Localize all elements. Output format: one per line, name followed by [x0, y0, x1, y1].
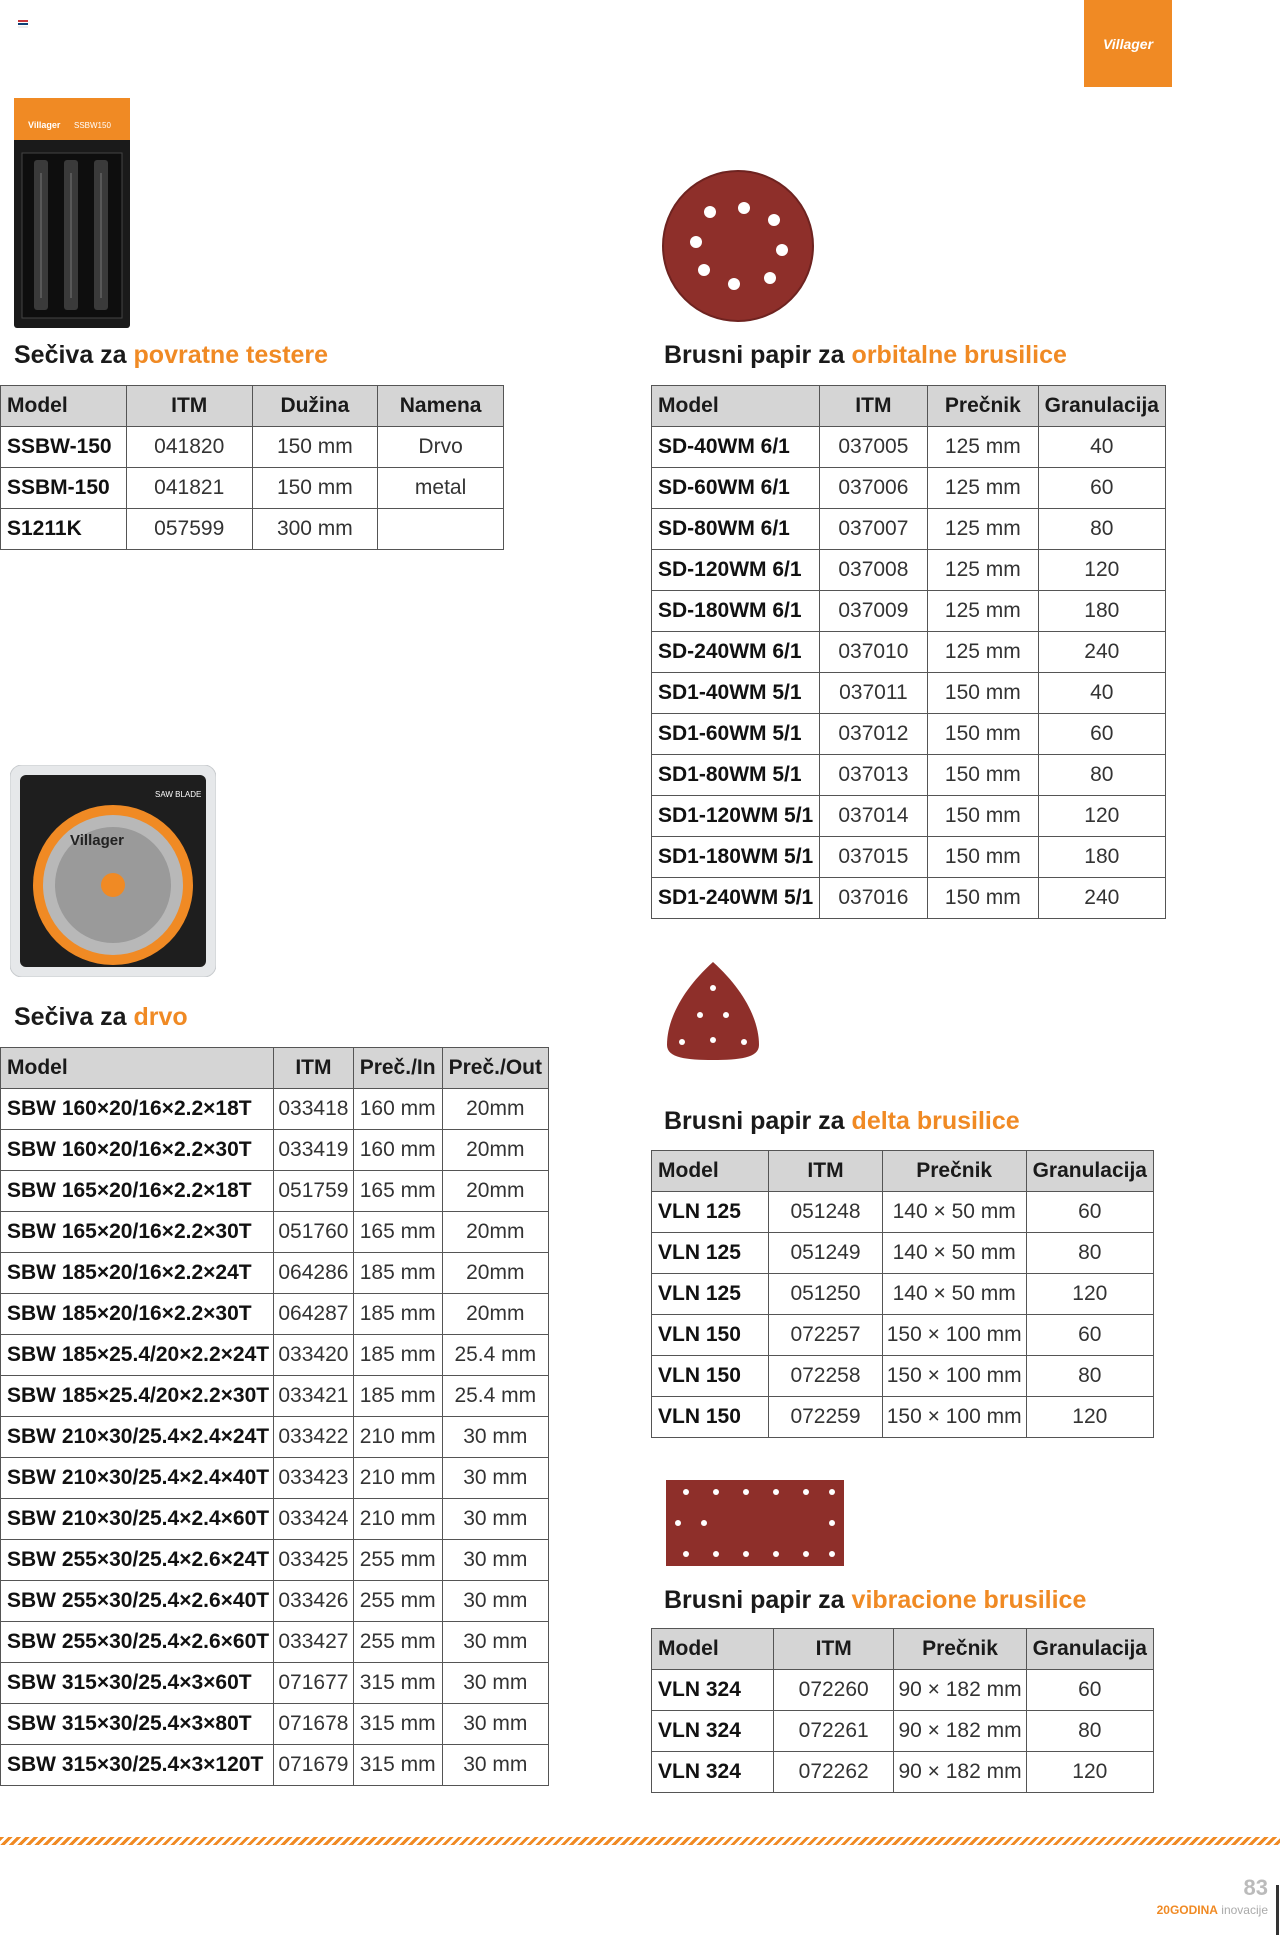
- table-cell: 125 mm: [928, 591, 1038, 632]
- model-cell: SBW 185×20/16×2.2×24T: [1, 1253, 274, 1294]
- model-cell: SD1-80WM 5/1: [652, 755, 820, 796]
- table-cell: 160 mm: [353, 1089, 442, 1130]
- table-row: [652, 1670, 1154, 1711]
- model-cell: SBW 315×30/25.4×3×80T: [1, 1704, 274, 1745]
- column-header: ITM: [126, 386, 252, 427]
- model-cell: SBW 165×20/16×2.2×30T: [1, 1212, 274, 1253]
- table-cell: 033421: [274, 1376, 354, 1417]
- model-cell: SBW 315×30/25.4×3×60T: [1, 1663, 274, 1704]
- table-cell: 033423: [274, 1458, 354, 1499]
- table-cell: 041820: [126, 427, 252, 468]
- table-cell: 30 mm: [442, 1499, 548, 1540]
- column-header: Model: [1, 386, 127, 427]
- table-cell: 20mm: [442, 1253, 548, 1294]
- model-cell: SD-240WM 6/1: [652, 632, 820, 673]
- table-row: [1, 1253, 549, 1294]
- title-highlight: delta brusilice: [851, 1107, 1020, 1135]
- title-prefix: Brusni papir za: [664, 1586, 852, 1614]
- table-cell: 150 mm: [928, 796, 1038, 837]
- table-cell: 125 mm: [928, 632, 1038, 673]
- table-row: [1, 1335, 549, 1376]
- table-cell: 072259: [769, 1397, 883, 1438]
- table-cell: 20mm: [442, 1171, 548, 1212]
- saw-blade-image: [10, 765, 216, 977]
- table-cell: 072260: [773, 1670, 894, 1711]
- section-title-vibration: [664, 1586, 1086, 1615]
- table-cell: 071679: [274, 1745, 354, 1786]
- table-header-row: [652, 1151, 1154, 1192]
- column-header: ITM: [769, 1151, 883, 1192]
- table-cell: 20mm: [442, 1130, 548, 1171]
- model-cell: SD-40WM 6/1: [652, 427, 820, 468]
- table-cell: 037011: [819, 673, 927, 714]
- table-cell: 064287: [274, 1294, 354, 1335]
- column-header: Model: [652, 1629, 774, 1670]
- model-cell: SBW 210×30/25.4×2.4×60T: [1, 1499, 274, 1540]
- model-cell: SD1-60WM 5/1: [652, 714, 820, 755]
- table-cell: [378, 509, 504, 550]
- language-flag: [18, 20, 28, 27]
- section-title-wood: [14, 1003, 188, 1032]
- table-cell: 150 × 100 mm: [882, 1315, 1026, 1356]
- table-row: [1, 1622, 549, 1663]
- table-wood: [0, 1047, 549, 1786]
- model-cell: SBW 185×20/16×2.2×30T: [1, 1294, 274, 1335]
- table-cell: 40: [1038, 673, 1165, 714]
- table-cell: 165 mm: [353, 1212, 442, 1253]
- model-cell: VLN 125: [652, 1233, 769, 1274]
- table-row: [652, 468, 1166, 509]
- table-row: [1, 1171, 549, 1212]
- table-cell: 20mm: [442, 1089, 548, 1130]
- model-cell: SD1-40WM 5/1: [652, 673, 820, 714]
- table-cell: 150 mm: [928, 714, 1038, 755]
- round-sanding-disc-image: [662, 170, 814, 322]
- column-header: Prečnik: [928, 386, 1038, 427]
- table-cell: 300 mm: [252, 509, 378, 550]
- table-cell: 60: [1026, 1670, 1153, 1711]
- table-row: [652, 1356, 1154, 1397]
- table-cell: 185 mm: [353, 1335, 442, 1376]
- table-cell: 30 mm: [442, 1540, 548, 1581]
- page-number: 83: [1243, 1875, 1268, 1900]
- table-row: [1, 1663, 549, 1704]
- table-cell: 051760: [274, 1212, 354, 1253]
- table-row: [1, 1376, 549, 1417]
- table-cell: 120: [1038, 550, 1165, 591]
- table-row: [652, 796, 1166, 837]
- model-cell: VLN 324: [652, 1752, 774, 1793]
- column-header: Prečnik: [894, 1629, 1026, 1670]
- model-cell: VLN 324: [652, 1711, 774, 1752]
- table-header-row: [1, 1048, 549, 1089]
- table-cell: 80: [1038, 755, 1165, 796]
- table-cell: 037007: [819, 509, 927, 550]
- table-row: [652, 1752, 1154, 1793]
- table-cell: 120: [1026, 1397, 1153, 1438]
- table-row: [652, 1397, 1154, 1438]
- table-row: [652, 632, 1166, 673]
- table-cell: 033420: [274, 1335, 354, 1376]
- column-header: Prečnik: [882, 1151, 1026, 1192]
- table-cell: 033422: [274, 1417, 354, 1458]
- table-cell: 072257: [769, 1315, 883, 1356]
- model-cell: SBW 160×20/16×2.2×18T: [1, 1089, 274, 1130]
- table-cell: 120: [1026, 1274, 1153, 1315]
- table-row: [1, 468, 504, 509]
- table-cell: 037006: [819, 468, 927, 509]
- table-cell: 037016: [819, 878, 927, 919]
- table-cell: 051250: [769, 1274, 883, 1315]
- table-orbital: [651, 385, 1166, 919]
- table-row: [652, 878, 1166, 919]
- table-cell: 90 × 182 mm: [894, 1711, 1026, 1752]
- model-cell: VLN 150: [652, 1315, 769, 1356]
- table-row: [1, 1581, 549, 1622]
- table-row: [1, 1540, 549, 1581]
- model-cell: SBW 255×30/25.4×2.6×60T: [1, 1622, 274, 1663]
- table-cell: 255 mm: [353, 1622, 442, 1663]
- table-cell: 60: [1026, 1315, 1153, 1356]
- table-cell: 033425: [274, 1540, 354, 1581]
- model-cell: SD-60WM 6/1: [652, 468, 820, 509]
- section-title-reciprocating: [14, 341, 328, 370]
- table-cell: 20mm: [442, 1294, 548, 1335]
- table-cell: 30 mm: [442, 1458, 548, 1499]
- table-row: [652, 550, 1166, 591]
- section-title-orbital: [664, 341, 1067, 370]
- column-header: Granulacija: [1038, 386, 1165, 427]
- table-cell: 037012: [819, 714, 927, 755]
- model-cell: SBW 210×30/25.4×2.4×24T: [1, 1417, 274, 1458]
- table-cell: 20mm: [442, 1212, 548, 1253]
- table-row: [1, 1294, 549, 1335]
- model-cell: SD-80WM 6/1: [652, 509, 820, 550]
- table-vibration: [651, 1628, 1154, 1793]
- model-cell: VLN 324: [652, 1670, 774, 1711]
- table-cell: 033418: [274, 1089, 354, 1130]
- blade-pack-code: SSBW150: [74, 121, 111, 130]
- table-cell: 150 mm: [928, 673, 1038, 714]
- footer-brand: [1157, 1903, 1268, 1917]
- model-cell: SBW 315×30/25.4×3×120T: [1, 1745, 274, 1786]
- model-cell: SSBW-150: [1, 427, 127, 468]
- table-cell: 037015: [819, 837, 927, 878]
- table-header-row: [1, 386, 504, 427]
- footer-brand-bold: 20GODINA: [1156, 1903, 1218, 1917]
- model-cell: SD1-120WM 5/1: [652, 796, 820, 837]
- table-cell: 051759: [274, 1171, 354, 1212]
- table-cell: 125 mm: [928, 427, 1038, 468]
- table-cell: 150 mm: [928, 755, 1038, 796]
- table-cell: 30 mm: [442, 1663, 548, 1704]
- brand-logo: Villager: [1084, 0, 1172, 87]
- table-cell: 057599: [126, 509, 252, 550]
- table-row: [652, 1315, 1154, 1356]
- table-cell: 120: [1038, 796, 1165, 837]
- table-row: [652, 714, 1166, 755]
- table-cell: 80: [1026, 1711, 1153, 1752]
- column-header: ITM: [274, 1048, 354, 1089]
- table-cell: 160 mm: [353, 1130, 442, 1171]
- model-cell: VLN 150: [652, 1397, 769, 1438]
- table-cell: 240: [1038, 878, 1165, 919]
- table-cell: 210 mm: [353, 1417, 442, 1458]
- model-cell: SBW 255×30/25.4×2.6×40T: [1, 1581, 274, 1622]
- model-cell: SBW 185×25.4/20×2.2×24T: [1, 1335, 274, 1376]
- model-cell: SD-180WM 6/1: [652, 591, 820, 632]
- column-header: Namena: [378, 386, 504, 427]
- model-cell: VLN 125: [652, 1192, 769, 1233]
- table-cell: 180: [1038, 591, 1165, 632]
- table-row: [1, 427, 504, 468]
- table-cell: 033419: [274, 1130, 354, 1171]
- model-cell: VLN 150: [652, 1356, 769, 1397]
- model-cell: S1211K: [1, 509, 127, 550]
- column-header: Dužina: [252, 386, 378, 427]
- table-cell: 60: [1026, 1192, 1153, 1233]
- table-cell: 30 mm: [442, 1745, 548, 1786]
- table-row: [1, 1212, 549, 1253]
- table-cell: 125 mm: [928, 550, 1038, 591]
- blade-pack-logo: Villager: [28, 120, 61, 130]
- table-cell: 80: [1026, 1233, 1153, 1274]
- table-row: [1, 1089, 549, 1130]
- table-row: [652, 427, 1166, 468]
- table-cell: 255 mm: [353, 1581, 442, 1622]
- table-row: [652, 1711, 1154, 1752]
- table-cell: 80: [1026, 1356, 1153, 1397]
- table-cell: 071678: [274, 1704, 354, 1745]
- table-cell: 037014: [819, 796, 927, 837]
- title-highlight: vibracione brusilice: [851, 1586, 1087, 1614]
- table-cell: 60: [1038, 714, 1165, 755]
- model-cell: SBW 160×20/16×2.2×30T: [1, 1130, 274, 1171]
- table-cell: 120: [1026, 1752, 1153, 1793]
- column-header: ITM: [773, 1629, 894, 1670]
- table-cell: 315 mm: [353, 1704, 442, 1745]
- table-cell: 041821: [126, 468, 252, 509]
- model-cell: SBW 255×30/25.4×2.6×24T: [1, 1540, 274, 1581]
- table-cell: 90 × 182 mm: [894, 1670, 1026, 1711]
- table-cell: 150 × 100 mm: [882, 1356, 1026, 1397]
- delta-sanding-pad-image: [664, 960, 762, 1062]
- table-cell: 037009: [819, 591, 927, 632]
- table-cell: 072262: [773, 1752, 894, 1793]
- table-reciprocating: [0, 385, 504, 550]
- table-cell: 150 mm: [252, 468, 378, 509]
- column-header: Model: [652, 1151, 769, 1192]
- table-row: [1, 1704, 549, 1745]
- table-cell: 071677: [274, 1663, 354, 1704]
- column-header: ITM: [819, 386, 927, 427]
- table-cell: 315 mm: [353, 1745, 442, 1786]
- table-cell: 150 mm: [928, 878, 1038, 919]
- title-prefix: Sečiva za: [14, 341, 134, 369]
- table-cell: 033427: [274, 1622, 354, 1663]
- blade-pack-image: [14, 98, 130, 328]
- table-cell: 40: [1038, 427, 1165, 468]
- table-row: [652, 1192, 1154, 1233]
- column-header: Granulacija: [1026, 1151, 1153, 1192]
- table-cell: 25.4 mm: [442, 1376, 548, 1417]
- title-highlight: orbitalne brusilice: [851, 341, 1067, 369]
- table-cell: 90 × 182 mm: [894, 1752, 1026, 1793]
- table-cell: Drvo: [378, 427, 504, 468]
- table-cell: 033426: [274, 1581, 354, 1622]
- table-row: [1, 1745, 549, 1786]
- table-cell: 30 mm: [442, 1622, 548, 1663]
- table-cell: 185 mm: [353, 1253, 442, 1294]
- table-cell: 185 mm: [353, 1294, 442, 1335]
- table-row: [1, 509, 504, 550]
- table-cell: 210 mm: [353, 1458, 442, 1499]
- table-row: [652, 755, 1166, 796]
- table-cell: 125 mm: [928, 468, 1038, 509]
- table-cell: 072261: [773, 1711, 894, 1752]
- table-cell: 60: [1038, 468, 1165, 509]
- title-prefix: Sečiva za: [14, 1003, 134, 1031]
- title-highlight: povratne testere: [133, 341, 329, 369]
- footer-brand-light: inovacije: [1221, 1903, 1268, 1917]
- footer-stripe: [0, 1837, 1280, 1845]
- table-cell: 140 × 50 mm: [882, 1233, 1026, 1274]
- table-cell: 037013: [819, 755, 927, 796]
- table-row: [652, 1274, 1154, 1315]
- table-cell: 30 mm: [442, 1581, 548, 1622]
- table-cell: 140 × 50 mm: [882, 1192, 1026, 1233]
- section-title-delta: [664, 1107, 1020, 1136]
- model-cell: SSBM-150: [1, 468, 127, 509]
- table-cell: 315 mm: [353, 1663, 442, 1704]
- table-row: [1, 1130, 549, 1171]
- table-cell: 25.4 mm: [442, 1335, 548, 1376]
- table-row: [652, 1233, 1154, 1274]
- saw-blade-logo: Villager: [70, 832, 124, 849]
- table-cell: 037008: [819, 550, 927, 591]
- table-cell: 185 mm: [353, 1376, 442, 1417]
- model-cell: SBW 165×20/16×2.2×18T: [1, 1171, 274, 1212]
- table-row: [652, 591, 1166, 632]
- table-cell: 240: [1038, 632, 1165, 673]
- table-delta: [651, 1150, 1154, 1438]
- table-cell: 165 mm: [353, 1171, 442, 1212]
- table-row: [1, 1417, 549, 1458]
- table-row: [1, 1499, 549, 1540]
- table-cell: metal: [378, 468, 504, 509]
- table-cell: 255 mm: [353, 1540, 442, 1581]
- table-cell: 30 mm: [442, 1704, 548, 1745]
- table-row: [652, 509, 1166, 550]
- table-header-row: [652, 1629, 1154, 1670]
- table-cell: 037010: [819, 632, 927, 673]
- table-cell: 033424: [274, 1499, 354, 1540]
- column-header: Preč./Out: [442, 1048, 548, 1089]
- table-cell: 140 × 50 mm: [882, 1274, 1026, 1315]
- table-cell: 051248: [769, 1192, 883, 1233]
- table-cell: 180: [1038, 837, 1165, 878]
- column-header: Model: [652, 386, 820, 427]
- title-prefix: Brusni papir za: [664, 341, 852, 369]
- table-row: [652, 837, 1166, 878]
- model-cell: VLN 125: [652, 1274, 769, 1315]
- table-header-row: [652, 386, 1166, 427]
- model-cell: SD1-180WM 5/1: [652, 837, 820, 878]
- table-row: [652, 673, 1166, 714]
- footer-divider: [1276, 1885, 1279, 1935]
- table-cell: 051249: [769, 1233, 883, 1274]
- table-cell: 072258: [769, 1356, 883, 1397]
- rectangular-sanding-sheet-image: [664, 1478, 846, 1568]
- model-cell: SD-120WM 6/1: [652, 550, 820, 591]
- table-cell: 30 mm: [442, 1417, 548, 1458]
- column-header: Preč./In: [353, 1048, 442, 1089]
- saw-blade-label: SAW BLADE: [155, 790, 202, 799]
- table-cell: 064286: [274, 1253, 354, 1294]
- table-cell: 210 mm: [353, 1499, 442, 1540]
- table-cell: 150 mm: [252, 427, 378, 468]
- model-cell: SBW 210×30/25.4×2.4×40T: [1, 1458, 274, 1499]
- table-cell: 150 × 100 mm: [882, 1397, 1026, 1438]
- model-cell: SBW 185×25.4/20×2.2×30T: [1, 1376, 274, 1417]
- column-header: Model: [1, 1048, 274, 1089]
- title-highlight: drvo: [133, 1003, 188, 1031]
- table-cell: 037005: [819, 427, 927, 468]
- table-cell: 80: [1038, 509, 1165, 550]
- column-header: Granulacija: [1026, 1629, 1153, 1670]
- table-cell: 125 mm: [928, 509, 1038, 550]
- title-prefix: Brusni papir za: [664, 1107, 852, 1135]
- table-cell: 150 mm: [928, 837, 1038, 878]
- table-row: [1, 1458, 549, 1499]
- model-cell: SD1-240WM 5/1: [652, 878, 820, 919]
